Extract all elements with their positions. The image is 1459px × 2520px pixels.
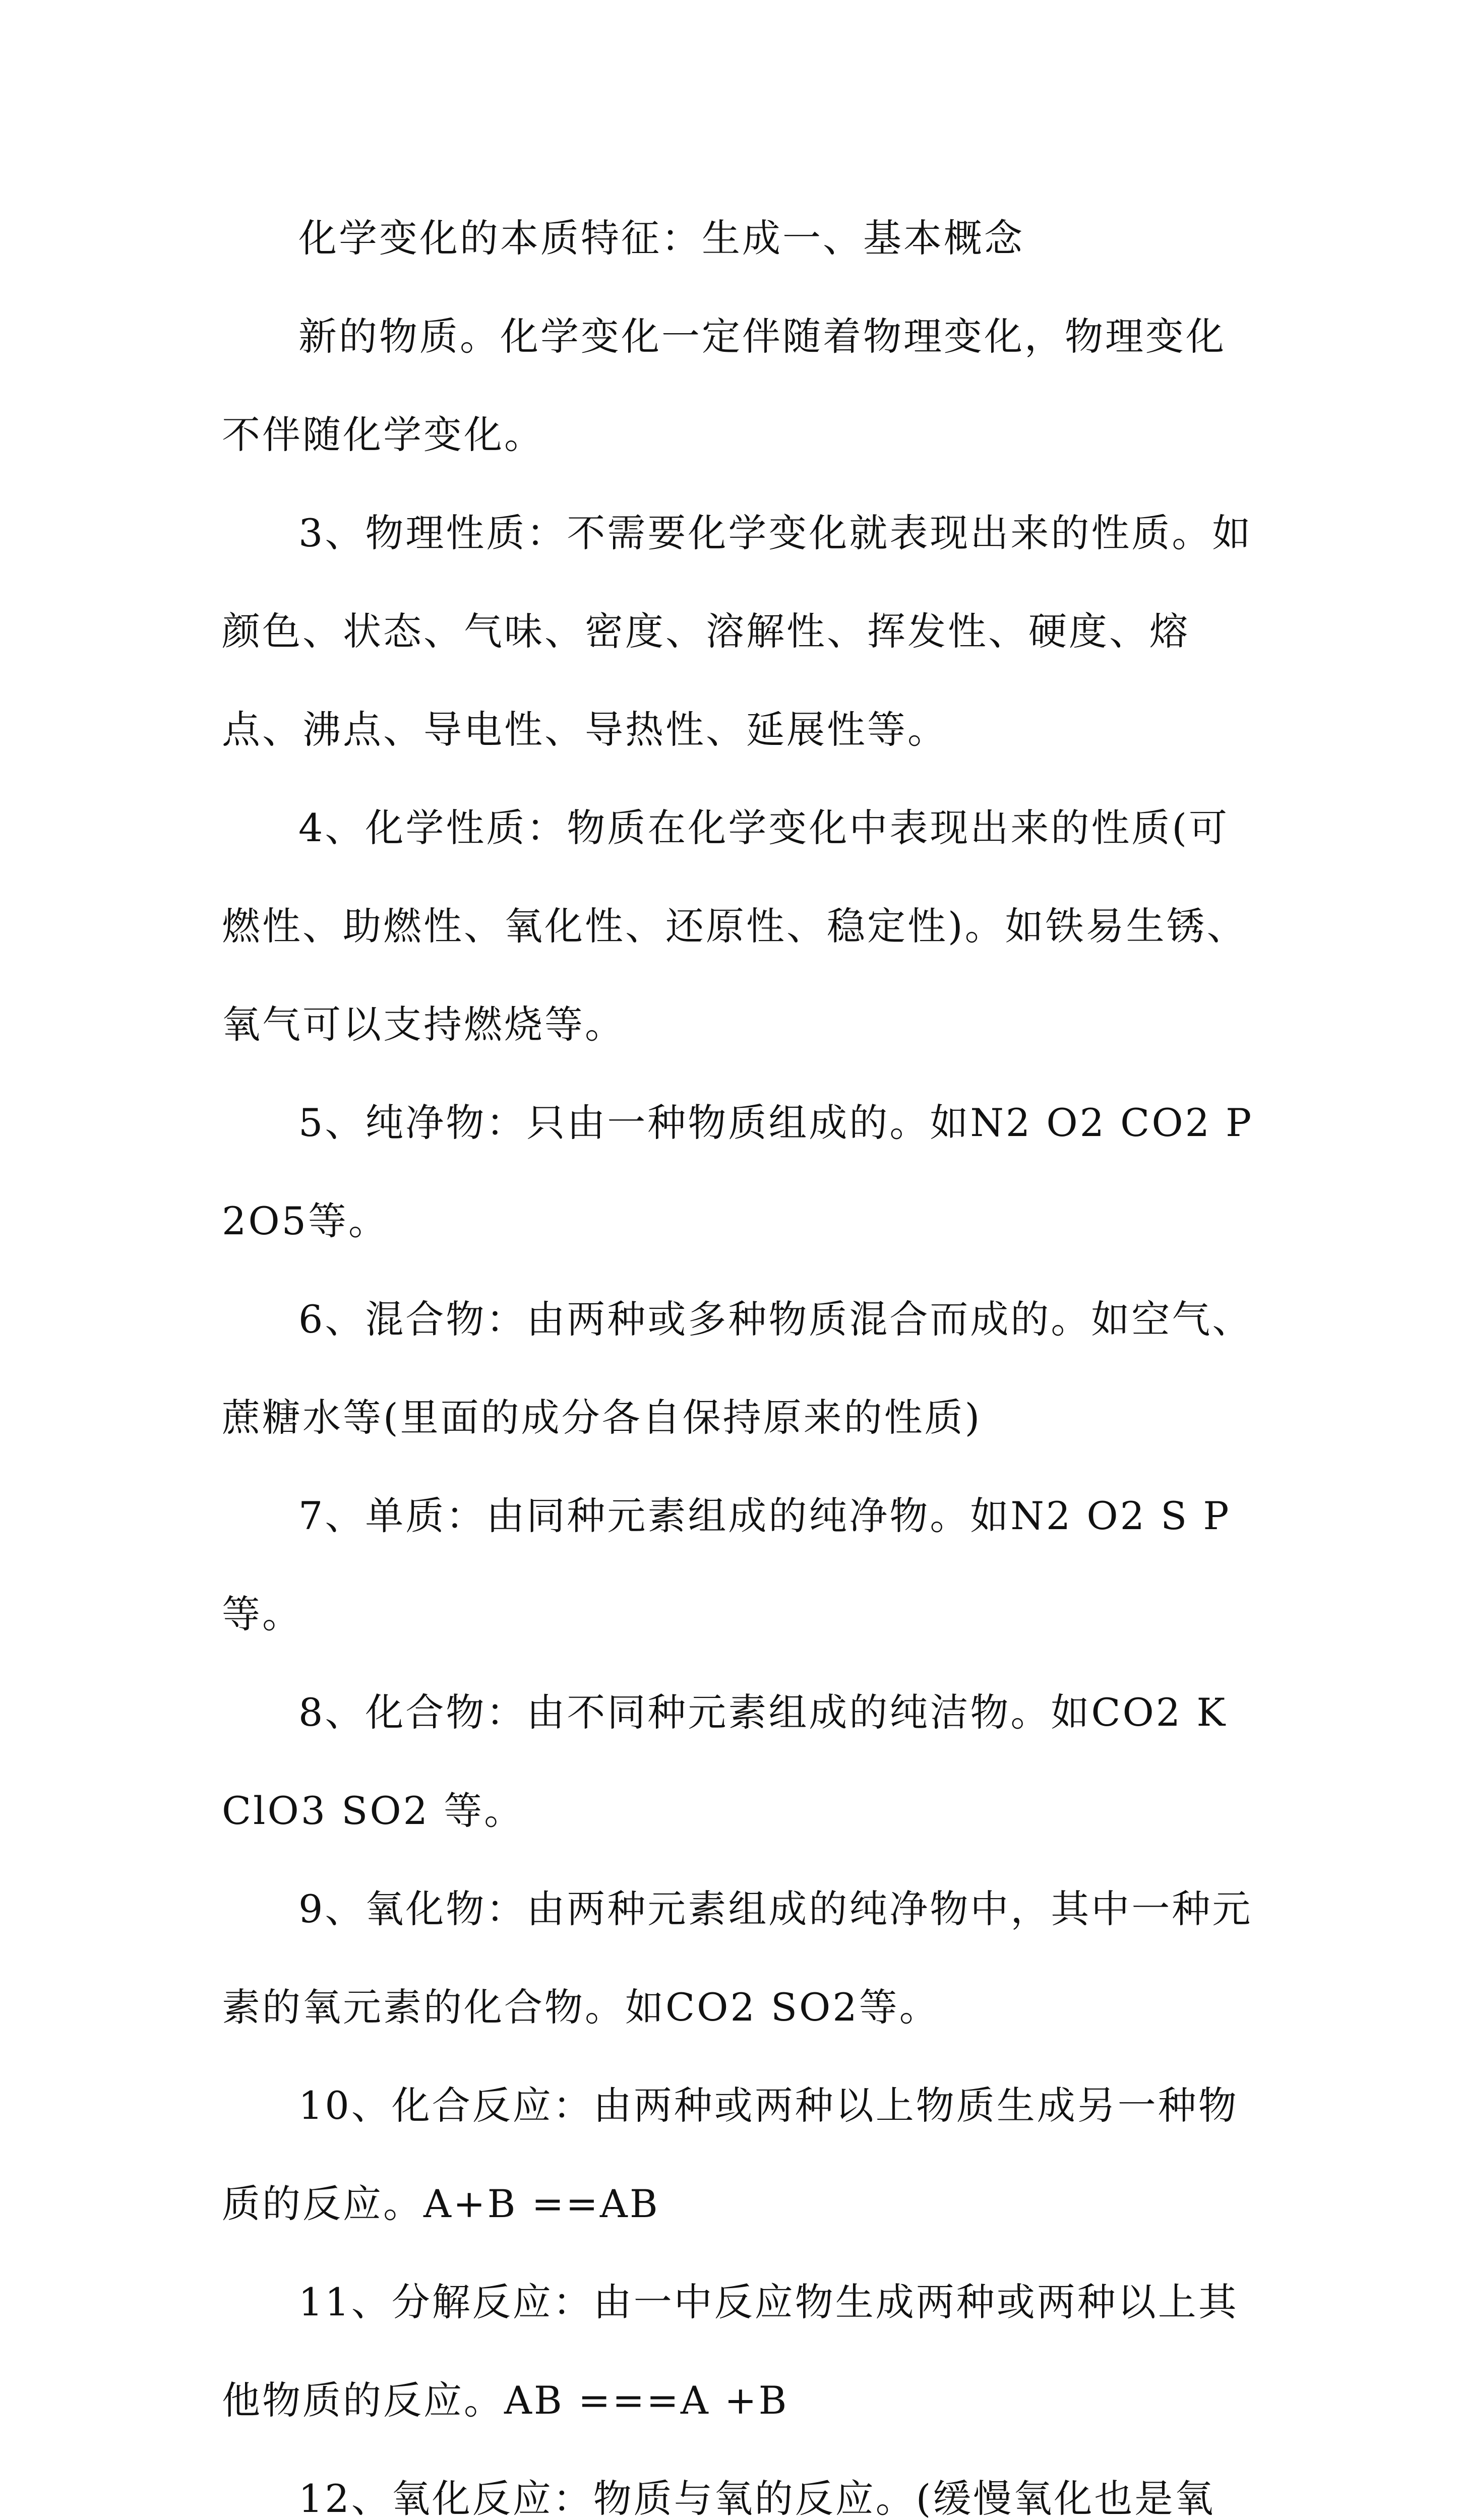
paragraph-4: 5、纯净物：只由一种物质组成的。如N2 O2 CO2 P2O5等。 <box>222 1100 1254 1243</box>
paragraph-6: 7、单质：由同种元素组成的纯净物。如N2 O2 S P等。 <box>222 1493 1231 1636</box>
paragraph-10: 11、分解反应：由一中反应物生成两种或两种以上其他物质的反应。AB ===A +B <box>222 2280 1239 2423</box>
paragraph-11: 12、氧化反应：物质与氧的反应。(缓慢氧化也是氧 <box>298 2476 1215 2520</box>
paragraph-7: 8、化合物：由不同种元素组成的纯洁物。如CO2 KClO3 SO2 等。 <box>222 1690 1228 1833</box>
paragraph-5: 6、混合物：由两种或多种物质混合而成的。如空气、蔗糖水等(里面的成分各自保持原来的性质) <box>222 1297 1253 1440</box>
paragraph-3: 4、化学性质：物质在化学变化中表现出来的性质(可燃性、助燃性、氧化性、还原性、稳定性)。如铁易生锈、氧气可以支持燃烧等。 <box>222 805 1247 1047</box>
document-body <box>222 189 1255 2520</box>
paragraph-9: 10、化合反应：由两种或两种以上物质生成另一种物质的反应。A+B ==AB <box>222 2083 1239 2226</box>
paragraph-8: 9、氧化物：由两种元素组成的纯净物中，其中一种元素的氧元素的化合物。如CO2 SO2等。 <box>222 1886 1253 2030</box>
paragraph-2: 3、物理性质：不需要化学变化就表现出来的性质。如颜色、状态、气味、密度、溶解性、挥发性、硬度、熔点、沸点、导电性、导热性、延展性等。 <box>222 511 1253 752</box>
paragraph-0: 化学变化的本质特征：生成一、基本概念 <box>298 216 1024 261</box>
paragraph-1: 新的物质。化学变化一定伴随着物理变化，物理变化不伴随化学变化。 <box>222 314 1226 457</box>
